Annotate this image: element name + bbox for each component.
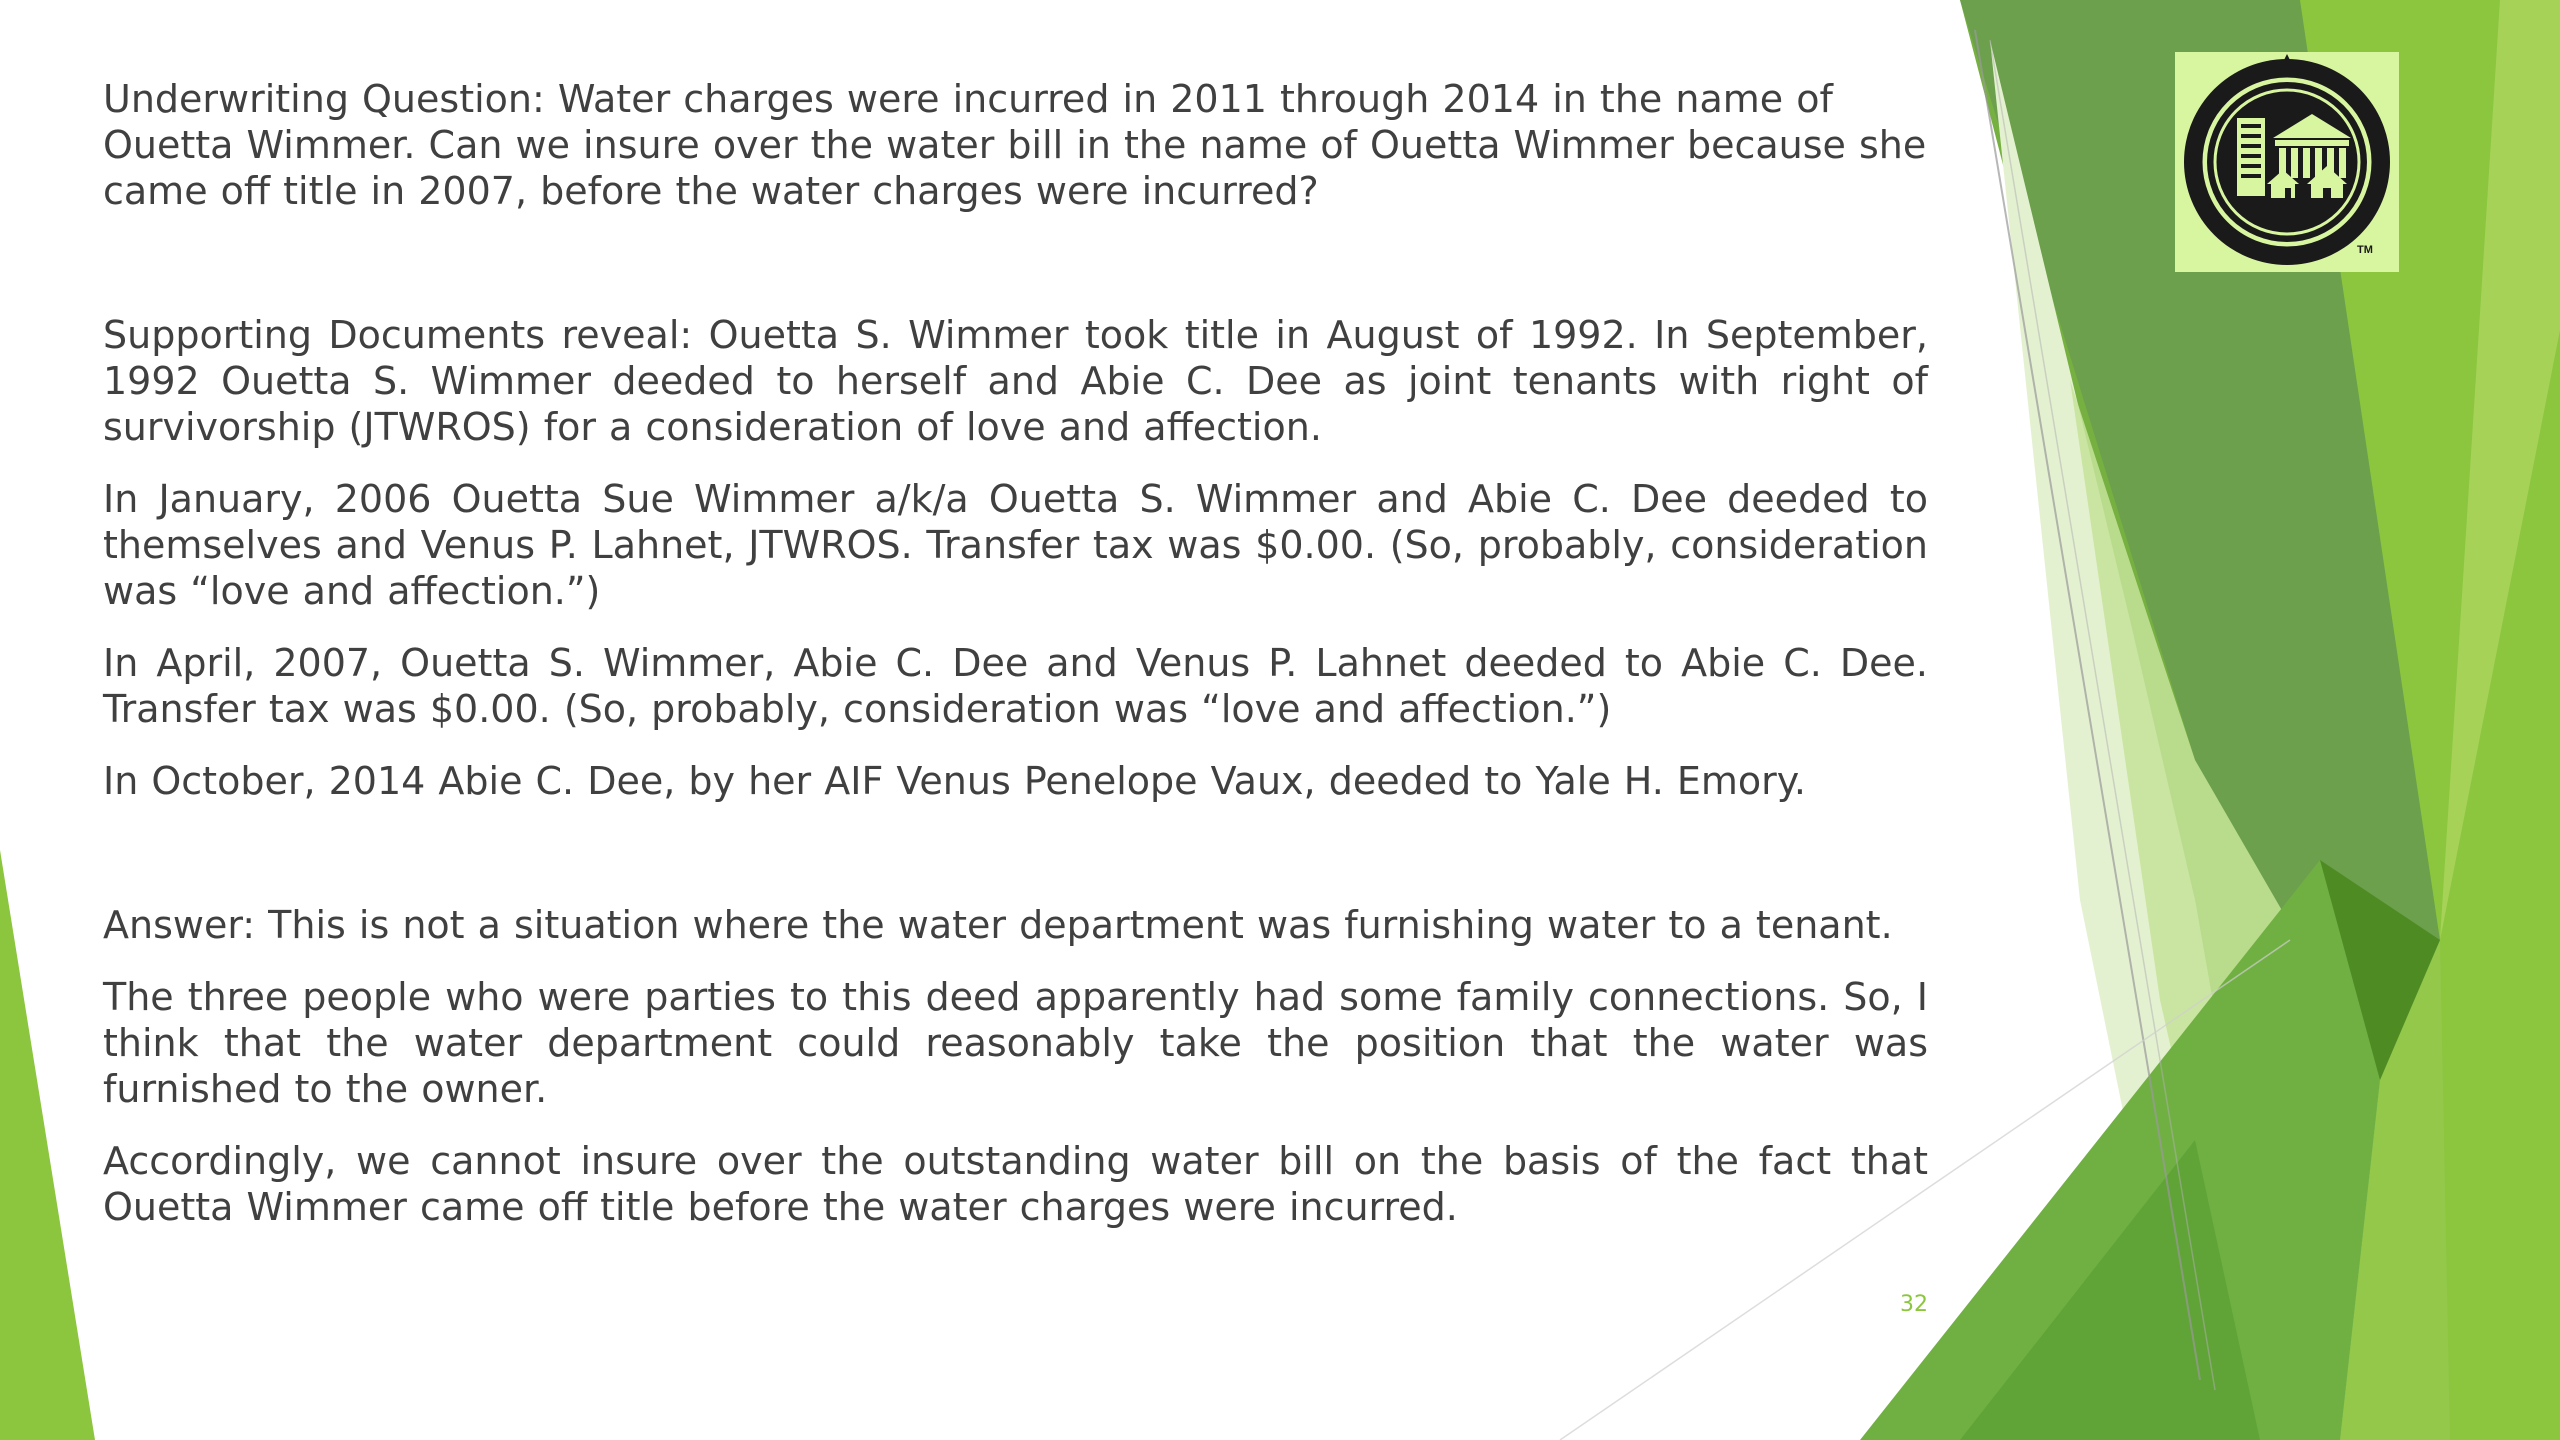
supporting-paragraph: In January, 2006 Ouetta Sue Wimmer a/k/a Ouetta S. Wimmer and Abie C. Dee deeded to themselves and Venus P. Lahnet, JTWROS. Transfer tax was $0.00. (So, probably, consideration was “love and affection.”) xyxy=(103,477,1928,613)
trademark-mark: TM xyxy=(2357,244,2373,256)
title-company-seal-icon xyxy=(2175,52,2399,272)
supporting-paragraph: Supporting Documents reveal: Ouetta S. Wimmer took title in August of 1992. In September, 1992 Ouetta S. Wimmer deeded to herself and Abie C. Dee as joint tenants with right of survivorship (JTWROS) for a consideration of love and affection. xyxy=(103,313,1928,449)
answer-paragraph: Accordingly, we cannot insure over the outstanding water bill on the basis of the fact that Ouetta Wimmer came off title before the water charges were incurred. xyxy=(103,1139,1928,1229)
underwriting-question: Underwriting Question: Water charges were incurred in 2011 through 2014 in the name of Ouetta Wimmer. Can we insure over the water bill in the name of Ouetta Wimmer because she came off title in 2007, before the water charges were incurred? xyxy=(103,77,1927,213)
answer-paragraph: Answer: This is not a situation where the water department was furnishing water to a tenant. xyxy=(103,903,1893,947)
slide-body xyxy=(103,76,1928,1230)
supporting-paragraph: In April, 2007, Ouetta S. Wimmer, Abie C. Dee and Venus P. Lahnet deeded to Abie C. Dee. Transfer tax was $0.00. (So, probably, consideration was “love and affection.”) xyxy=(103,641,1928,731)
page-number: 32 xyxy=(1900,1292,1928,1317)
supporting-paragraph: In October, 2014 Abie C. Dee, by her AIF Venus Penelope Vaux, deeded to Yale H. Emory. xyxy=(103,759,1806,803)
company-logo xyxy=(2175,52,2399,272)
answer-paragraph: The three people who were parties to this deed apparently had some family connections. So, I think that the water department could reasonably take the position that the water was furnished to the owner. xyxy=(103,975,1928,1111)
